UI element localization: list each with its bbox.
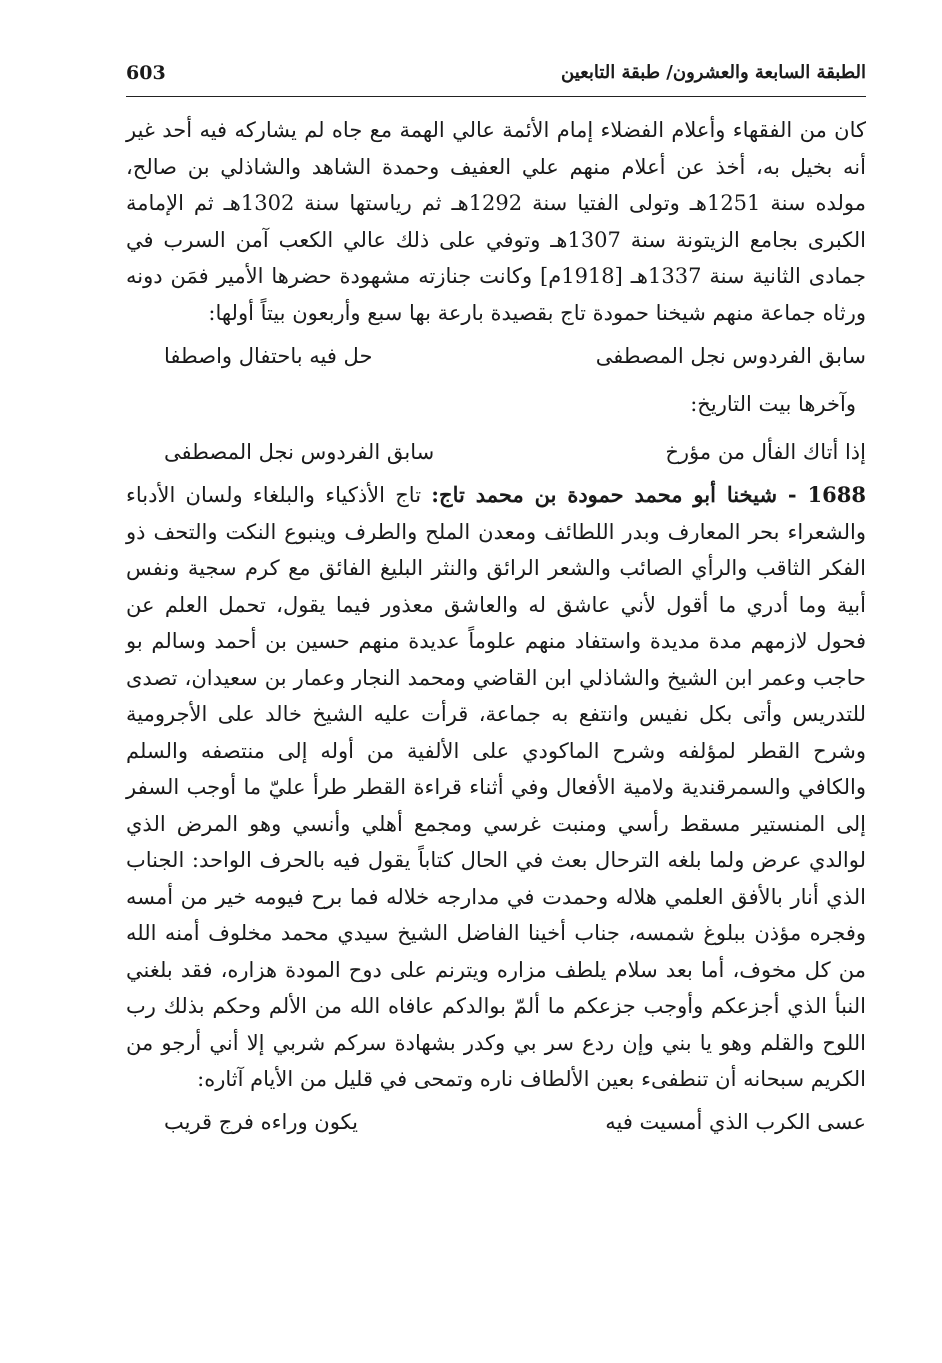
verse-3-second-hemistich: يكون وراءه فرج قريب [164,1110,359,1135]
page-body [126,112,866,1148]
verse-2-first-hemistich: إذا أتاك الفأل من مؤرخ [665,439,866,464]
running-title: الطبقة السابعة والعشرون/ طبقة التابعين [561,62,866,83]
note-last-verse: وآخرها بيت التاريخ: [690,392,856,416]
verse-2 [126,427,866,477]
verse-3 [126,1098,866,1148]
verse-1-second-hemistich: حل فيه باحتفال واصطفا [164,343,373,368]
entry-1688 [126,477,866,1098]
entry-heading: 1688 - شيخنا أبو محمد حمودة بن محمد تاج: [431,482,866,507]
page-number: 603 [126,62,166,84]
verse-3-first-hemistich: عسى الكرب الذي أمسيت فيه [605,1110,866,1135]
paragraph-1: كان من الفقهاء وأعلام الفضلاء إمام الأئمة عالي الهمة مع جاه لم يشاركه فيه أحد غير أنه بخيل به، أخذ عن أعلام منهم علي العفيف وحمدة الشاهد والشاذلي بن صالح، مولده سنة 1251هـ وتولى الفتيا سنة 1292هـ ثم رياستها سنة 1302هـ ثم الإمامة الكبرى بجامع الزيتونة سنة 1307هـ وتوفي على ذلك عالي الكعب آمن السرب في جمادى الثانية سنة 1337هـ [1918م] وكانت جنازته مشهودة حضرها الأمير فمَن دونه ورثاه جماعة منهم شيخنا حمودة تاج بقصيدة بارعة بها سبع وأربعون بيتاً أولها: [126,118,866,325]
verse-1 [126,331,866,381]
verse-1-first-hemistich: سابق الفردوس نجل المصطفى [595,343,866,368]
entry-text: تاج الأذكياء والبلغاء ولسان الأدباء والشعراء بحر المعارف وبدر اللطائف ومعدن الملح والطرف وينبوع النكت والتحف ذو الفكر الثاقب والرأي الصائب والشعر الرائق والنثر البليغ الفائق مع كرم سجية ونفس أبية وما أدري ما أقول لأني عاشق له والعاشق معذور فيما يقول، تحمل العلم عن فحول لازمهم مدة مديدة واستفاد منهم علوماً عديدة منهم حسين بن أحمد وسالم بو حاجب وعمر ابن الشيخ والشاذلي ابن القاضي ومحمد النجار وعمار بن سعيدان، تصدى للتدريس وأتى بكل نفيس وانتفع به جماعة، قرأت عليه الشيخ خالد على الأجرومية وشرح القطر لمؤلفه وشرح الماكودي على الألفية من أوله إلى منتصفه والسلم والكافي والسمرقندية ولامية الأفعال وفي أثناء قراءة القطر طرأ عليّ ما أوجب السفر إلى المنستير مسقط رأسي ومنبت غرسي ومجمع أهلي وأنسي وهو المرض الذي لوالدي عرض ولما بلغه الترحال بعث في الحال كتاباً يقول فيه بالحرف الواحد: الجناب الذي أنار بالأفق العلمي هلاله وحمدت في مدارجه خلاله فما برح فيومه خير من أمسه وفجره مؤذن ببلوغ شمسه، جناب أخينا الفاضل الشيخ سيدي محمد مخلوف أمنه الله من كل مخوف، أما بعد سلام يلطف مزاره ويترنم على دوح المودة هزاره، فقد بلغني النبأ الذي أجزعكم وأوجب جزعكم ما ألمّ بوالدكم عافاه الله من الألم وحكم بذلك رب اللوح والقلم وهو يا بني وإن ردع سر بي وكدر بشهادة سركم شربي إلا أني أرجو من الكريم سبحانه أن تنطفىء بعين الألطاف ناره وتمحى في قليل من الأيام آثاره: [126,483,867,1091]
page-header [126,62,866,97]
verse-2-second-hemistich: سابق الفردوس نجل المصطفى [164,439,435,464]
